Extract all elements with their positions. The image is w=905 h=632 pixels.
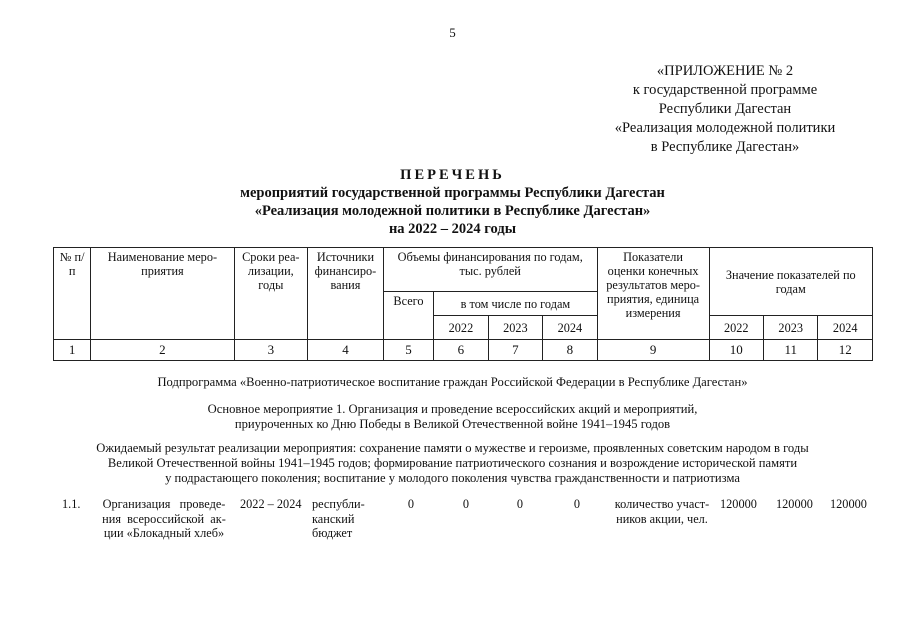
column-number: 10 <box>709 340 763 361</box>
expected-result <box>0 441 905 486</box>
header-volume <box>383 248 597 292</box>
row-total: 0 <box>407 497 415 511</box>
header-name <box>91 248 234 340</box>
header-year-2023: 2023 <box>488 316 542 340</box>
header-text: оценки конечных <box>607 264 699 278</box>
column-number: 3 <box>234 340 308 361</box>
title-line: мероприятий государственной программы Республики Дагестан <box>240 185 665 201</box>
header-text: вания <box>330 278 361 292</box>
header-text: годы <box>258 278 284 292</box>
events-table <box>53 247 873 361</box>
header-value-2024: 2024 <box>818 316 873 340</box>
appendix-block <box>600 62 850 157</box>
row-value-2022: 120000 <box>720 497 757 511</box>
header-sources <box>308 248 384 340</box>
document-title <box>0 166 905 238</box>
header-indicators <box>597 248 709 340</box>
expected-result-line: Ожидаемый результат реализации мероприятия: сохранение памяти о мужестве и героизме, проявленных советским народом в годы <box>96 441 809 455</box>
appendix-line: «Реализация молодежной политики <box>614 120 836 136</box>
header-text: Источники <box>316 250 375 264</box>
column-number: 1 <box>54 340 91 361</box>
column-number: 5 <box>383 340 433 361</box>
header-value-2023: 2023 <box>764 316 818 340</box>
column-number: 2 <box>91 340 234 361</box>
header-year-2022: 2022 <box>434 316 488 340</box>
header-year-2024: 2024 <box>543 316 598 340</box>
header-text: финансиро- <box>314 264 377 278</box>
row-fin-2022: 0 <box>462 497 470 511</box>
column-number: 7 <box>488 340 542 361</box>
header-total: Всего <box>383 292 433 340</box>
appendix-line: к государственной программе <box>632 82 818 98</box>
header-text: лизации, <box>247 264 294 278</box>
row-text: ния всероссийской ак- <box>102 511 226 526</box>
column-number: 9 <box>597 340 709 361</box>
header-text: Объемы финансирования по годам, <box>397 250 583 264</box>
row-fin-2024: 0 <box>573 497 581 511</box>
header-text: измерения <box>625 306 681 320</box>
column-number: 4 <box>308 340 384 361</box>
column-number: 11 <box>764 340 818 361</box>
header-value-2022: 2022 <box>709 316 763 340</box>
row-value-2023: 120000 <box>776 497 813 511</box>
appendix-line: «ПРИЛОЖЕНИЕ № 2 <box>656 63 794 79</box>
header-text: годам <box>775 281 806 296</box>
page-number: 5 <box>449 25 456 40</box>
header-terms <box>234 248 308 340</box>
row-text: ников акции, чел. <box>616 511 708 526</box>
row-text: канский <box>312 511 355 526</box>
title-word: ПЕРЕЧЕНЬ <box>400 167 505 183</box>
main-event-line: приуроченных ко Дню Победы в Великой Отечественной войне 1941–1945 годов <box>234 417 671 431</box>
title-line: «Реализация молодежной политики в Республике Дагестан» <box>254 203 651 219</box>
appendix-line: в Республике Дагестан» <box>650 139 800 155</box>
header-text: Сроки реа- <box>242 250 300 264</box>
row-text: Организация проведе- <box>102 497 226 511</box>
title-line: на 2022 – 2024 годы <box>388 221 517 237</box>
header-text: приятия, единица <box>607 292 700 306</box>
column-number: 6 <box>434 340 488 361</box>
table-row <box>0 497 905 547</box>
row-text: ции «Блокадный хлеб» <box>103 526 225 540</box>
header-num: № п/п <box>54 248 91 340</box>
main-event-heading <box>0 402 905 432</box>
header-values <box>709 248 872 316</box>
row-event-name <box>96 497 232 541</box>
expected-result-line: у подрастающего поколения; воспитание у молодого поколения чувства гражданственности и патриотизма <box>165 471 740 485</box>
header-text: тыс. рублей <box>459 264 521 278</box>
header-text: Значение показателей по <box>725 267 856 282</box>
row-text: республи- <box>312 497 365 511</box>
appendix-line: Республики Дагестан <box>658 101 792 117</box>
column-number: 8 <box>543 340 598 361</box>
row-text: количество участ- <box>614 497 710 511</box>
column-number: 12 <box>818 340 873 361</box>
header-text: Показатели <box>623 250 683 264</box>
row-number: 1.1. <box>62 497 81 511</box>
header-text: результатов меро- <box>606 278 700 292</box>
row-indicator <box>610 497 714 526</box>
row-value-2024: 120000 <box>830 497 867 511</box>
row-text: бюджет <box>312 526 353 540</box>
expected-result-line: Великой Отечественной войны 1941–1945 годов; формирование патриотического сознания и возрождение исторической памяти <box>107 456 798 470</box>
row-terms: 2022 – 2024 <box>240 497 302 511</box>
subprogram-heading: Подпрограмма «Военно-патриотическое воспитание граждан Российской Федерации в Республике Дагестан» <box>157 375 748 389</box>
header-including: в том числе по годам <box>434 292 597 316</box>
row-fin-2023: 0 <box>516 497 524 511</box>
header-text: Наименование меро- <box>107 250 218 264</box>
main-event-line: Основное мероприятие 1. Организация и проведение всероссийских акций и мероприятий, <box>207 402 698 416</box>
row-source <box>312 497 365 541</box>
header-text: приятия <box>141 264 184 278</box>
